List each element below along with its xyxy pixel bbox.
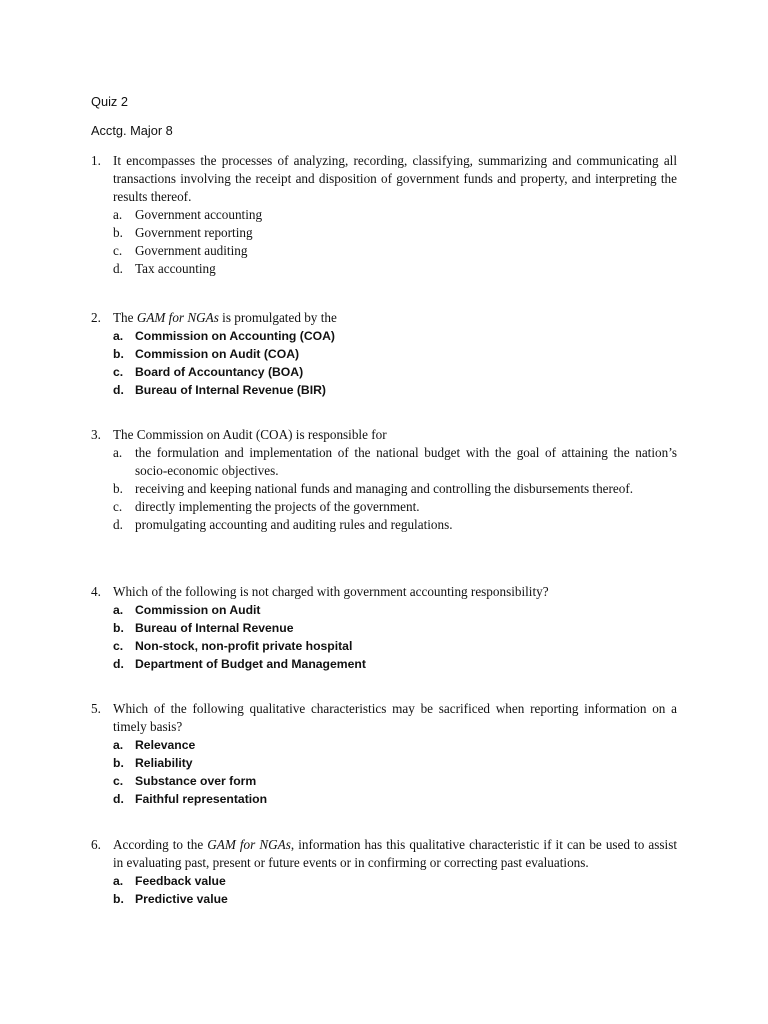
option-b bbox=[113, 345, 677, 363]
option-a bbox=[113, 206, 677, 224]
question-stem: The GAM for NGAs is promulgated by the bbox=[113, 310, 337, 325]
option-letter: a. bbox=[113, 603, 124, 617]
option-b bbox=[113, 619, 677, 637]
option-letter: a. bbox=[113, 445, 123, 460]
question-5 bbox=[91, 700, 677, 808]
option-text: Non-stock, non-profit private hospital bbox=[135, 639, 353, 653]
option-list bbox=[113, 601, 677, 673]
option-text: Tax accounting bbox=[135, 261, 216, 276]
option-text: Department of Budget and Management bbox=[135, 657, 366, 671]
option-letter: c. bbox=[113, 499, 123, 514]
question-3 bbox=[91, 426, 677, 534]
option-text: the formulation and implementation of the national budget with the goal of attaining the nation’s socio-economic objectives. bbox=[135, 445, 677, 478]
question-stem: According to the GAM for NGAs, information has this qualitative characteristic if it can be used to assist in evaluating past, present or future events or in confirming or correcting past evaluations. bbox=[113, 837, 677, 870]
question-stem: It encompasses the processes of analyzing, recording, classifying, summarizing and communicating all transactions involving the receipt and disposition of government funds and property, and interpreting the results thereof. bbox=[113, 153, 677, 204]
option-text: Commission on Audit (COA) bbox=[135, 347, 300, 361]
option-letter: d. bbox=[113, 657, 124, 671]
option-a bbox=[113, 327, 677, 345]
option-letter: d. bbox=[113, 383, 124, 397]
option-text: Government auditing bbox=[135, 243, 248, 258]
question-2 bbox=[91, 309, 677, 399]
gam-title: GAM for NGAs bbox=[136, 310, 219, 325]
option-letter: a. bbox=[113, 874, 124, 888]
option-a bbox=[113, 601, 677, 619]
option-letter: d. bbox=[113, 261, 123, 276]
option-letter: c. bbox=[113, 639, 124, 653]
option-c bbox=[113, 772, 677, 790]
option-d bbox=[113, 655, 677, 673]
option-d bbox=[113, 516, 677, 534]
question-number: 4. bbox=[91, 584, 101, 599]
option-text: Reliability bbox=[135, 756, 193, 770]
option-text: Substance over form bbox=[135, 774, 257, 788]
question-stem: The Commission on Audit (COA) is responsible for bbox=[113, 427, 387, 442]
option-a bbox=[113, 736, 677, 754]
question-number: 5. bbox=[91, 701, 101, 716]
option-d bbox=[113, 790, 677, 808]
option-letter: d. bbox=[113, 517, 123, 532]
option-text: Bureau of Internal Revenue bbox=[135, 621, 294, 635]
option-letter: c. bbox=[113, 365, 124, 379]
option-letter: b. bbox=[113, 225, 123, 240]
option-letter: a. bbox=[113, 738, 124, 752]
option-letter: a. bbox=[113, 329, 124, 343]
option-a bbox=[113, 444, 677, 480]
question-4 bbox=[91, 583, 677, 673]
option-text: Commission on Accounting (COA) bbox=[135, 329, 335, 343]
option-text: Board of Accountancy (BOA) bbox=[135, 365, 304, 379]
option-text: Government reporting bbox=[135, 225, 253, 240]
option-letter: b. bbox=[113, 481, 123, 496]
option-d bbox=[113, 260, 677, 278]
question-6 bbox=[91, 836, 677, 908]
option-list bbox=[113, 206, 677, 278]
option-text: Bureau of Internal Revenue (BIR) bbox=[135, 383, 326, 397]
question-number: 6. bbox=[91, 837, 101, 852]
option-list bbox=[113, 872, 677, 908]
option-list bbox=[113, 736, 677, 808]
question-number: 2. bbox=[91, 310, 101, 325]
option-c bbox=[113, 363, 677, 381]
question-stem: Which of the following qualitative characteristics may be sacrificed when reporting information on a timely basis? bbox=[113, 701, 677, 734]
option-text: receiving and keeping national funds and managing and controlling the disbursements thereof. bbox=[135, 481, 634, 496]
question-number: 1. bbox=[91, 153, 101, 168]
option-c bbox=[113, 637, 677, 655]
quiz-title: Quiz 2 bbox=[91, 94, 128, 109]
option-text: Predictive value bbox=[135, 892, 228, 906]
option-letter: b. bbox=[113, 347, 124, 361]
gam-title: GAM for NGAs bbox=[207, 837, 291, 852]
question-number: 3. bbox=[91, 427, 101, 442]
option-d bbox=[113, 381, 677, 399]
question-1 bbox=[91, 152, 677, 278]
option-text: promulgating accounting and auditing rules and regulations. bbox=[135, 517, 453, 532]
option-letter: d. bbox=[113, 792, 124, 806]
option-list bbox=[113, 327, 677, 399]
option-b bbox=[113, 890, 677, 908]
option-text: Faithful representation bbox=[135, 792, 268, 806]
option-text: directly implementing the projects of the government. bbox=[135, 499, 420, 514]
option-letter: b. bbox=[113, 621, 124, 635]
option-a bbox=[113, 872, 677, 890]
option-c bbox=[113, 242, 677, 260]
option-letter: b. bbox=[113, 892, 124, 906]
option-text: Commission on Audit bbox=[135, 603, 261, 617]
option-list bbox=[113, 444, 677, 534]
option-b bbox=[113, 754, 677, 772]
option-text: Feedback value bbox=[135, 874, 226, 888]
option-c bbox=[113, 498, 677, 516]
course-subject: Acctg. Major 8 bbox=[91, 123, 173, 138]
option-letter: b. bbox=[113, 756, 124, 770]
option-b bbox=[113, 480, 677, 498]
question-stem: Which of the following is not charged with government accounting responsibility? bbox=[113, 584, 549, 599]
option-letter: c. bbox=[113, 774, 124, 788]
option-letter: c. bbox=[113, 243, 123, 258]
option-text: Government accounting bbox=[135, 207, 263, 222]
option-text: Relevance bbox=[135, 738, 196, 752]
option-letter: a. bbox=[113, 207, 123, 222]
option-b bbox=[113, 224, 677, 242]
